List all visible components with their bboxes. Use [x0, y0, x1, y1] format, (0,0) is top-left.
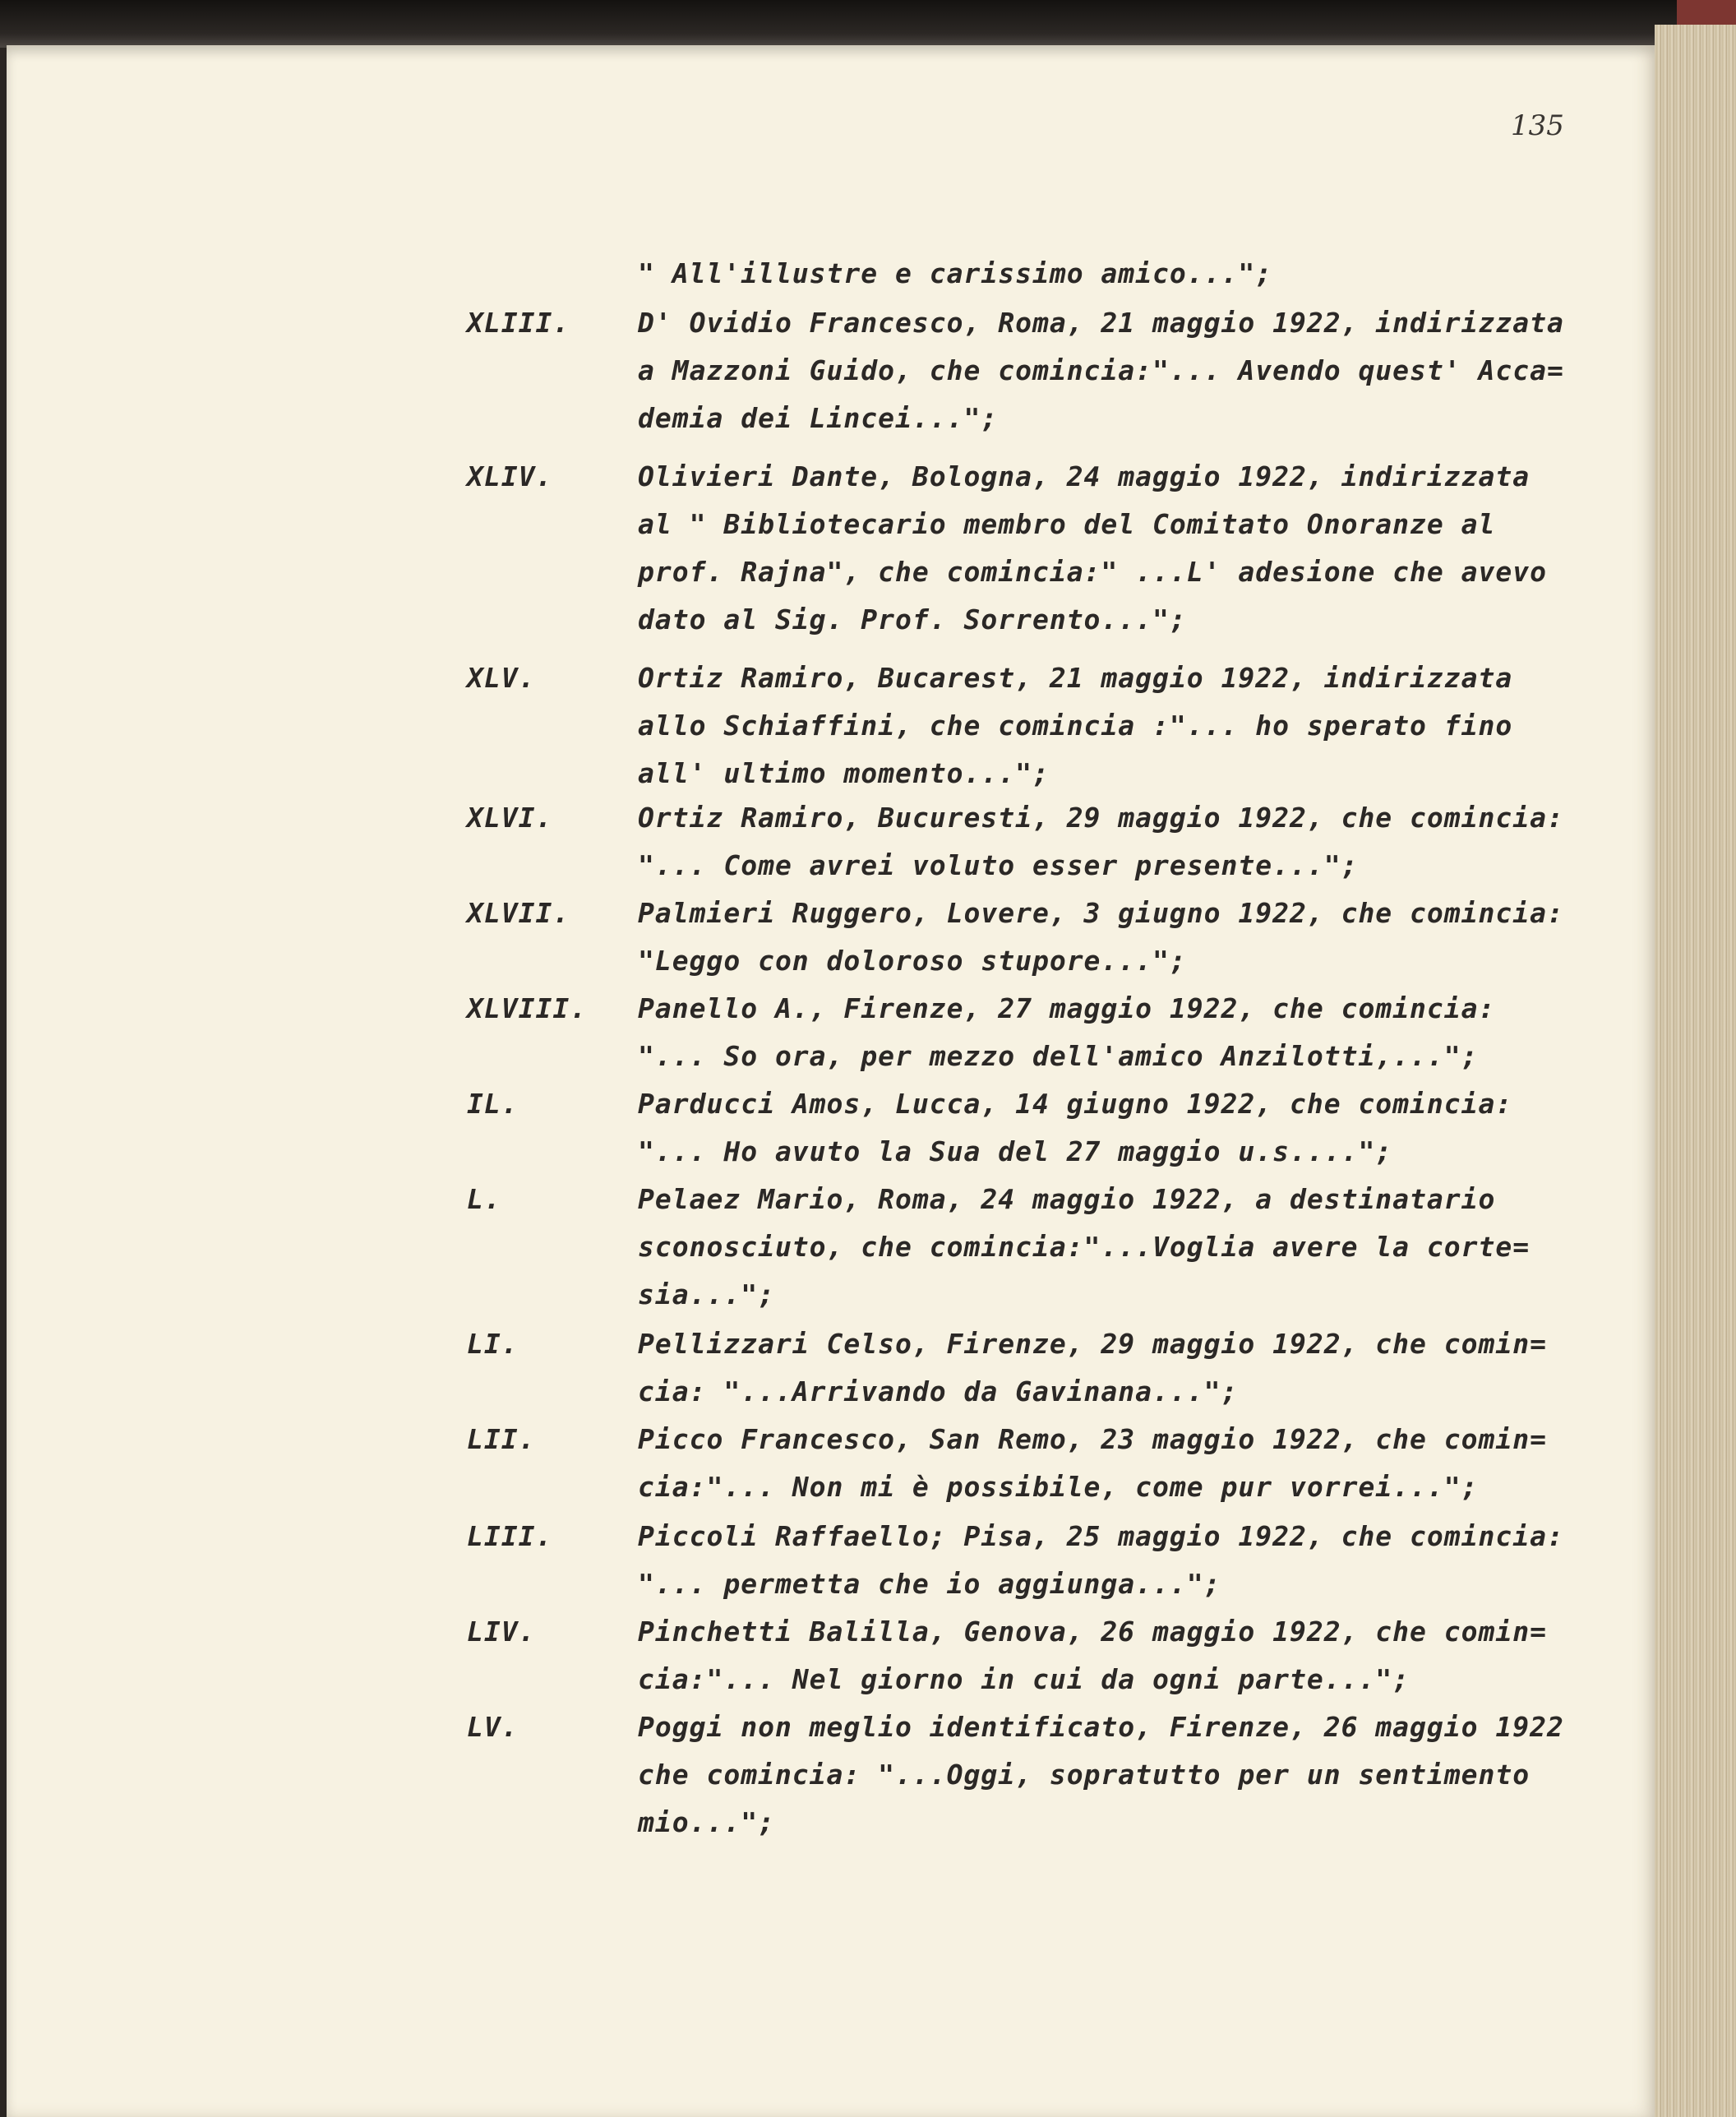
entry-line: Picco Francesco, San Remo, 23 maggio 1922, che comin=: [638, 1423, 1547, 1455]
entry-line: "... Come avrei voluto esser presente...";: [638, 849, 1359, 881]
entry-line: "... Ho avuto la Sua del 27 maggio u.s....";: [638, 1135, 1393, 1167]
entry-line: Palmieri Ruggero, Lovere, 3 giugno 1922, che comincia:: [638, 897, 1564, 929]
scan-top-edge: [0, 0, 1677, 48]
entry-line: cia:"... Non mi è possibile, come pur vorrei...";: [638, 1471, 1479, 1503]
entry-line: prof. Rajna", che comincia:" ...L' adesione che avevo: [638, 556, 1547, 588]
entry-line: D' Ovidio Francesco, Roma, 21 maggio 1922, indirizzata: [638, 307, 1564, 339]
entry-number: XLVI.: [467, 802, 553, 834]
entry-number: XLIII.: [467, 307, 570, 339]
entry-line: cia: "...Arrivando da Gavinana...";: [638, 1375, 1239, 1407]
entry-line: dato al Sig. Prof. Sorrento...";: [638, 603, 1187, 636]
entry-line: che comincia: "...Oggi, sopratutto per un sentimento: [638, 1759, 1531, 1791]
entry-line: Panello A., Firenze, 27 maggio 1922, che comincia:: [638, 992, 1496, 1024]
entry-line: Ortiz Ramiro, Bucarest, 21 maggio 1922, indirizzata: [638, 662, 1513, 694]
entry-number: LIII.: [467, 1520, 553, 1552]
entry-line: demia dei Lincei...";: [638, 402, 999, 434]
entry-line: all' ultimo momento...";: [638, 757, 1050, 789]
entry-line: a Mazzoni Guido, che comincia:"... Avendo quest' Acca=: [638, 354, 1564, 386]
entry-line: Piccoli Raffaello; Pisa, 25 maggio 1922, che comincia:: [638, 1520, 1564, 1552]
entry-line: mio...";: [638, 1806, 775, 1838]
entry-line: "Leggo con doloroso stupore...";: [638, 945, 1187, 977]
book-page-edges: [1655, 25, 1736, 2117]
entry-line: Pinchetti Balilla, Genova, 26 maggio 1922, che comin=: [638, 1615, 1547, 1648]
entry-line: sconosciuto, che comincia:"...Voglia avere la corte=: [638, 1231, 1531, 1263]
entry-line: Parducci Amos, Lucca, 14 giugno 1922, che comincia:: [638, 1088, 1513, 1120]
entry-number: XLVIII.: [467, 992, 588, 1024]
entry-line: allo Schiaffini, che comincia :"... ho sperato fino: [638, 710, 1513, 742]
entry-number: LII.: [467, 1423, 536, 1455]
opening-line: " All'illustre e carissimo amico...";: [638, 257, 1273, 289]
page-number: 135: [1511, 109, 1564, 142]
entry-line: Pellizzari Celso, Firenze, 29 maggio 1922, che comin=: [638, 1328, 1547, 1360]
entry-line: "... permetta che io aggiunga...";: [638, 1568, 1221, 1600]
entry-number: LI.: [467, 1328, 519, 1360]
entry-number: LIV.: [467, 1615, 536, 1648]
entry-line: sia...";: [638, 1278, 775, 1310]
entry-line: cia:"... Nel giorno in cui da ogni parte...";: [638, 1663, 1410, 1695]
entry-number: XLVII.: [467, 897, 570, 929]
entry-number: LV.: [467, 1711, 519, 1743]
entry-number: XLIV.: [467, 460, 553, 492]
entry-line: al " Bibliotecario membro del Comitato Onoranze al: [638, 508, 1496, 540]
entry-line: "... So ora, per mezzo dell'amico Anzilotti,...";: [638, 1040, 1479, 1072]
entry-number: XLV.: [467, 662, 536, 694]
entry-line: Pelaez Mario, Roma, 24 maggio 1922, a destinatario: [638, 1183, 1496, 1215]
entry-number: L.: [467, 1183, 501, 1215]
entry-line: Poggi non meglio identificato, Firenze, 26 maggio 1922: [638, 1711, 1564, 1743]
entry-number: IL.: [467, 1088, 519, 1120]
entry-line: Ortiz Ramiro, Bucuresti, 29 maggio 1922, che comincia:: [638, 802, 1564, 834]
entry-line: Olivieri Dante, Bologna, 24 maggio 1922, indirizzata: [638, 460, 1531, 492]
document-page: [7, 45, 1655, 2117]
